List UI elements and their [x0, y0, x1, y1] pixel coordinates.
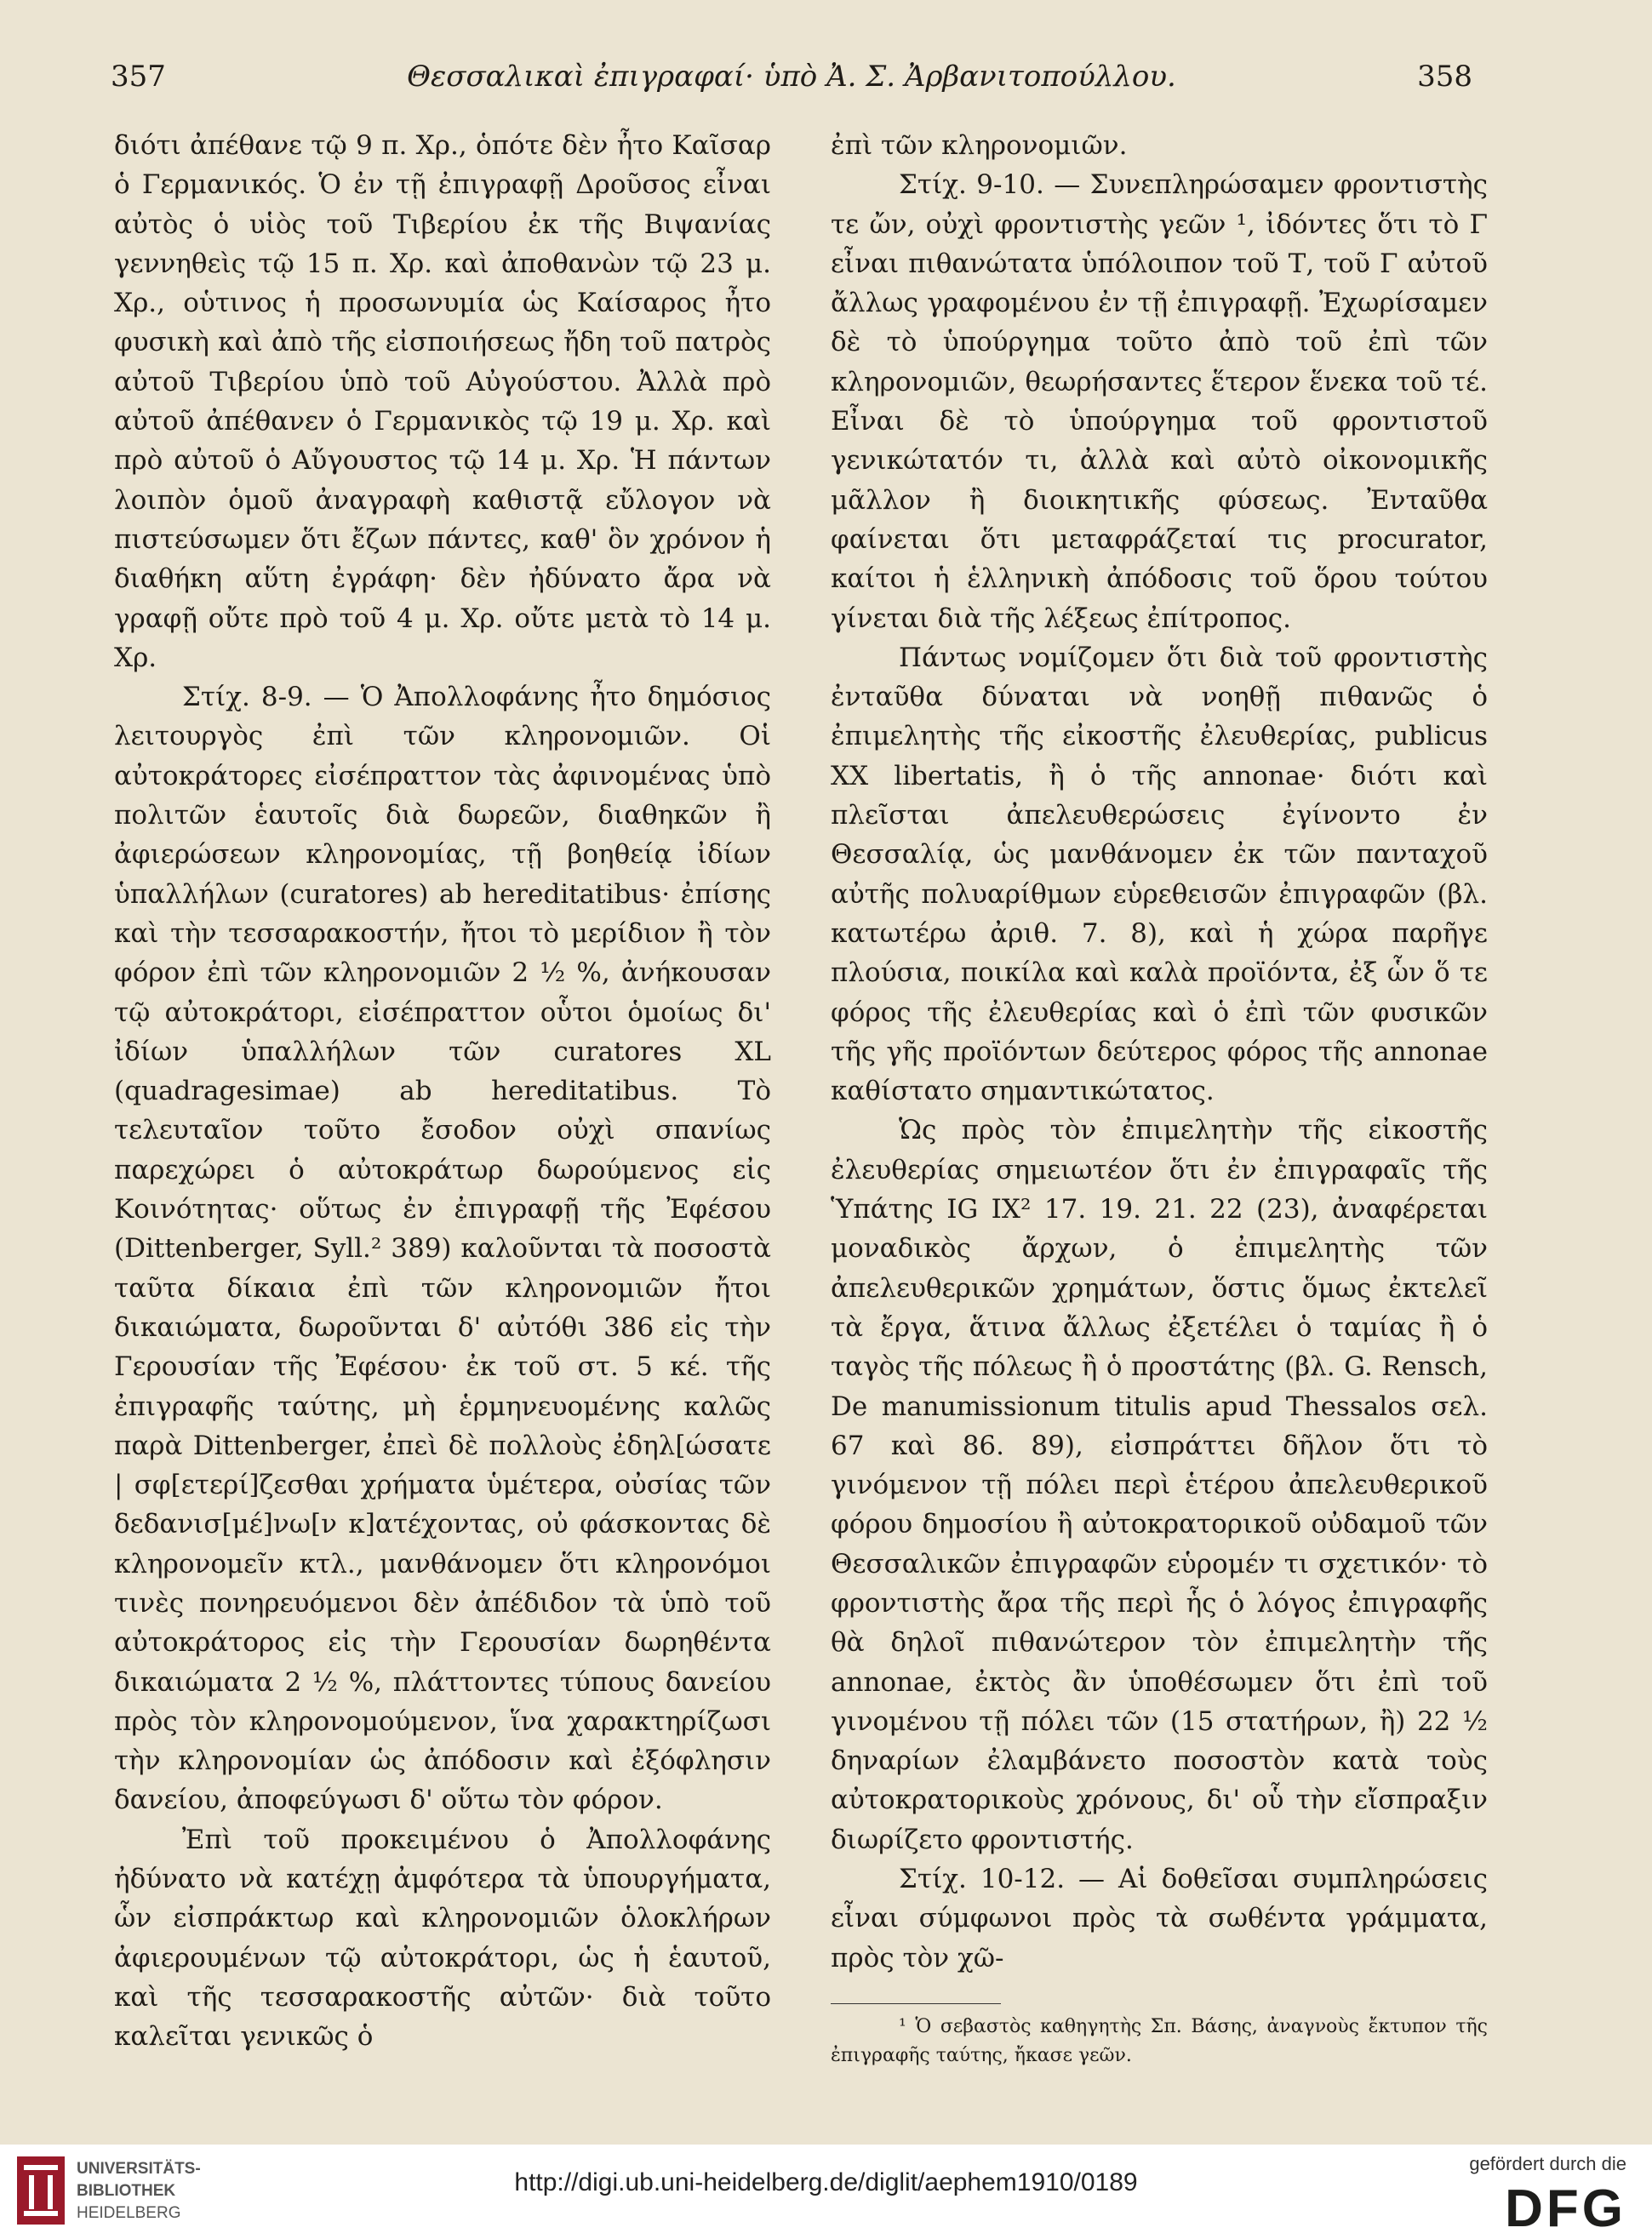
dfg-logo: DFG	[1505, 2179, 1626, 2238]
left-column	[114, 126, 771, 2057]
paragraph: Ὡς πρὸς τὸν ἐπιμελητὴν τῆς εἰκοστῆς ἐλευθερίας σημειωτέον ὅτι ἐν ἐπιγραφαῖς τῆς Ὑπάτης IG IX² 17. 19. 21. 22 (23), ἀναφέρεται μοναδικὸς ἄρχων, ὁ ἐπιμελητὴς τῶν ἀπελευθερικῶν χρημάτων, ὅστις ὅμως ἐκτελεῖ τὰ ἔργα, ἅτινα ἄλλως ἐξετέλει ὁ ταμίας ἢ ὁ ταγὸς τῆς πόλεως ἢ ὁ προστάτης (βλ. G. Rensch, De manumissionum titulis apud Thessalos σελ. 67 καὶ 86. 89), εἰσπράττει δῆλον ὅτι τὸ γινόμενον τῇ πόλει περὶ ἑτέρου ἀπελευθερικοῦ φόρου δημοσίου ἢ αὐτοκρατορικοῦ οὐδαμοῦ τῶν Θεσσαλικῶν ἐπιγραφῶν εὑρομέν τι σχετικόν· τὸ φροντιστὴς ἄρα τῆς περὶ ἧς ὁ λόγος ἐπιγραφῆς θὰ δηλοῖ πιθανώτερον τὸν ἐπιμελητὴν τῆς annonae, ἐκτὸς ἂν ὑποθέσωμεν ὅτι ἐπὶ τοῦ γινομένου τῇ πόλει τῶν (15 στατήρων, ἢ) 22 ½ δηναρίων ἐλαμβάνετο ποσοστὸν κατὰ τοὺς αὐτοκρατορικοὺς χρόνους, δι' οὗ τὴν εἴσπραξιν διωρίζετο φροντιστής.	[831, 1115, 1488, 1855]
paragraph: Στίχ. 9-10. — Συνεπληρώσαμεν φροντιστὴς τε ὤν, οὐχὶ φροντιστὴς γεῶν ¹, ἰδόντες ὅτι τὸ Γ εἶναι πιθανώτατα ὑπόλοιπον τοῦ Τ, τοῦ Γ αὐτοῦ ἄλλως γραφομένου ἐν τῇ ἐπιγραφῇ. Ἐχωρίσαμεν δὲ τὸ ὑπούργημα τοῦτο ἀπὸ τοῦ ἐπὶ τῶν κληρονομιῶν, θεωρήσαντες ἕτερον ἕνεκα τοῦ τέ. Εἶναι δὲ τὸ ὑπούργημα τοῦ φροντιστοῦ γενικώτατόν τι, ἀλλὰ καὶ αὐτὸ οἰκονομικῆς μᾶλλον ἢ διοικητικῆς φύσεως. Ἐνταῦθα φαίνεται ὅτι μεταφράζεταί τις procurator, καίτοι ἡ ἑλληνικὴ ἀπόδοσις τοῦ ὅρου τούτου γίνεται διὰ τῆς λέξεως ἐπίτροπος.	[831, 169, 1488, 634]
page-number-left: 357	[111, 60, 166, 94]
digitization-footer	[0, 2145, 1652, 2239]
paragraph: Στίχ. 10-12. — Αἱ δοθεῖσαι συμπληρώσεις εἶναι σύμφωνοι πρὸς τὰ σωθέντα γράμματα, πρὸς τὸν χῶ-	[831, 1864, 1488, 1973]
paragraph: Πάντως νομίζομεν ὅτι διὰ τοῦ φροντιστὴς ἐνταῦθα δύναται νὰ νοηθῇ πιθανῶς ὁ ἐπιμελητὴς τῆς εἰκοστῆς ἐλευθερίας, publicus XX libertatis, ἢ ὁ τῆς annonae· διότι καὶ πλεῖσται ἀπελευθερώσεις ἐγίνοντο ἐν Θεσσαλίᾳ, ὡς μανθάνομεν ἐκ τῶν πανταχοῦ αὐτῆς πολυαρίθμων εὑρεθεισῶν ἐπιγραφῶν (βλ. κατωτέρω ἀριθ. 7. 8), καὶ ἡ χώρα παρῆγε πλούσια, ποικίλα καὶ καλὰ προϊόντα, ἐξ ὧν ὅ τε φόρος τῆς ἐλευθερίας καὶ ὁ ἐπὶ τῶν φυσικῶν τῆς γῆς προϊόντων δεύτερος φόρος τῆς annonae καθίστατο σημαντικώτατος.	[831, 642, 1488, 1107]
paragraph: Στίχ. 8-9. — Ὁ Ἀπολλοφάνης ἦτο δημόσιος λειτουργὸς ἐπὶ τῶν κληρονομιῶν. Οἱ αὐτοκράτορες εἰσέπραττον τὰς ἀφινομένας ὑπὸ πολιτῶν ἑαυτοῖς διὰ δωρεῶν, διαθηκῶν ἢ ἀφιερώσεων κληρονομίας, τῇ βοηθείᾳ ἰδίων ὑπαλλήλων (curatores) ab hereditatibus· ἐπίσης καὶ τὴν τεσσαρακοστήν, ἤτοι τὸ μερίδιον ἢ τὸν φόρον ἐπὶ τῶν κληρονομιῶν 2 ½ %, ἀνήκουσαν τῷ αὐτοκράτορι, εἰσέπραττον οὗτοι ὁμοίως δι' ἰδίων ὑπαλλήλων τῶν curatores XL (quadragesimae) ab hereditatibus. Τὸ τελευταῖον τοῦτο ἔσοδον οὐχὶ σπανίως παρεχώρει ὁ αὐτοκράτωρ δωρούμενος εἰς Κοινότητας· οὕτως ἐν ἐπιγραφῇ τῆς Ἐφέσου (Dittenberger, Syll.² 389) καλοῦνται τὰ ποσοστὰ ταῦτα δίκαια ἐπὶ τῶν κληρονομιῶν ἤτοι δικαιώματα, δωροῦνται δ' αὐτόθι 386 εἰς τὴν Γερουσίαν τῆς Ἐφέσου· ἐκ τοῦ στ. 5 κέ. τῆς ἐπιγραφῆς ταύτης, μὴ ἑρμηνευομένης καλῶς παρὰ Dittenberger, ἐπεὶ δὲ πολλοὺς ἐδηλ[ώσατε | σφ[ετερί]ζεσθαι χρήματα ὑμέτερα, οὐσίας τῶν δεδανισ[μέ]νω[ν κ]ατέχοντας, οὐ φάσκοντας δὲ κληρονομεῖν κτλ., μανθάνομεν ὅτι κληρονόμοι τινὲς πονηρευόμενοι δὲν ἀπέδιδον τὰ ὑπὸ τοῦ αὐτοκράτορος εἰς τὴν Γερουσίαν δωρηθέντα δικαιώματα 2 ½ %, πλάττοντες τύπους δανείου πρὸς τὸν κληρονομούμενον, ἵνα χαρακτηρίζωσι τὴν κληρονομίαν ὡς ἀπόδοσιν καὶ ἐξόφλησιν δανείου, ἀποφεύγωσι δ' οὕτω τὸν φόρον.	[114, 682, 771, 1816]
footnote: ¹ Ὁ σεβαστὸς καθηγητὴς Σπ. Βάσης, ἀναγνοὺς ἔκτυπον τῆς ἐπιγραφῆς ταύτης, ἤκασε γεῶν.	[831, 2015, 1488, 2066]
paragraph: διότι ἀπέθανε τῷ 9 π. Χρ., ὁπότε δὲν ἦτο Καῖσαρ ὁ Γερμανικός. Ὁ ἐν τῇ ἐπιγραφῇ Δροῦσος εἶναι αὐτὸς ὁ υἱὸς τοῦ Τιβερίου ἐκ τῆς Βιψανίας γεννηθεὶς τῷ 15 π. Χρ. καὶ ἀποθανὼν τῷ 23 μ. Χρ., οὑτινος ἡ προσωνυμία ὡς Καίσαρος ἦτο φυσικὴ καὶ ἀπὸ τῆς εἰσποιήσεως ἤδη τοῦ πατρὸς αὐτοῦ Τιβερίου ὑπὸ τοῦ Αὐγούστου. Ἀλλὰ πρὸ αὐτοῦ ἀπέθανεν ὁ Γερμανικὸς τῷ 19 μ. Χρ. καὶ πρὸ αὐτοῦ ὁ Αὔγουστος τῷ 14 μ. Χρ. Ἡ πάντων λοιπὸν ὁμοῦ ἀναγραφὴ καθιστᾷ εὔλογον νὰ πιστεύσωμεν ὅτι ἔζων πάντες, καθ' ὃν χρόνον ἡ διαθήκη αὕτη ἐγράφη· δὲν ἠδύνατο ἄρα νὰ γραφῇ οὔτε πρὸ τοῦ 4 μ. Χρ. οὔτε μετὰ τὸ 14 μ. Χρ.	[114, 130, 771, 673]
page-number-right: 358	[1417, 60, 1472, 94]
running-header	[111, 60, 1472, 102]
source-url-link[interactable]: http://digi.ub.uni-heidelberg.de/diglit/aephem1910/0189	[514, 2168, 1138, 2196]
funding-note: gefördert durch die	[1469, 2153, 1626, 2174]
library-name: UNIVERSITÄTS- BIBLIOTHEK HEIDELBERG	[77, 2160, 201, 2222]
running-title: Θεσσαλικαὶ ἐπιγραφαί· ὑπὸ Ἀ. Σ. Ἀρβανιτοπούλλου.	[407, 60, 1176, 94]
paragraph: ἐπὶ τῶν κληρονομιῶν.	[831, 130, 1128, 161]
paragraph: Ἐπὶ τοῦ προκειμένου ὁ Ἀπολλοφάνης ἠδύνατο νὰ κατέχῃ ἀμφότερα τὰ ὑπουργήματα, ὧν εἰσπράκτωρ καὶ κληρονομιῶν ὁλοκλήρων ἀφιερουμένων τῷ αὐτοκράτορι, ὡς ἡ ἑαυτοῦ, καὶ τῆς τεσσαρακοστῆς αὐτῶν· διὰ τοῦτο καλεῖται γενικῶς ὁ	[114, 1824, 771, 2053]
footnote-divider	[831, 2003, 1001, 2004]
right-column	[831, 126, 1488, 2071]
